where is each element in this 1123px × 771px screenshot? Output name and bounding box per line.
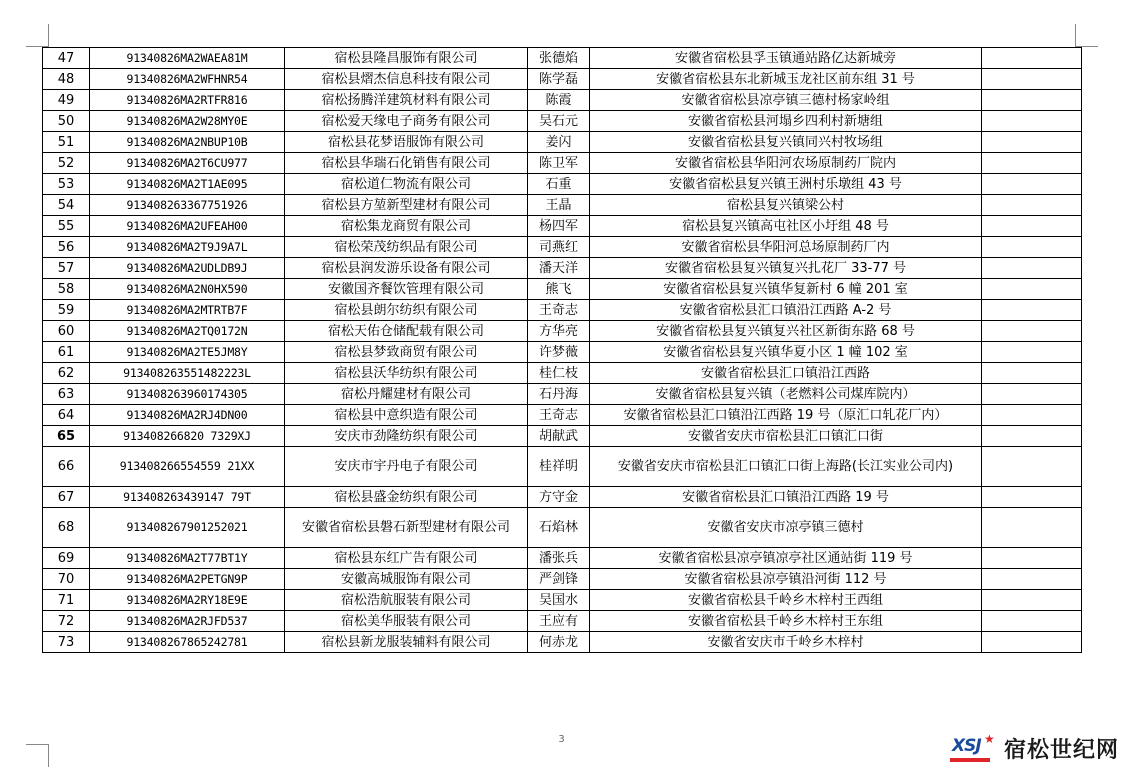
cell-credit-code: 91340826MA2PETGN9P — [90, 569, 285, 590]
site-watermark — [950, 730, 1120, 766]
cell-address: 安徽省宿松县东北新城玉龙社区前东组 31 号 — [590, 69, 982, 90]
cell-remark — [982, 90, 1082, 111]
table-row — [43, 590, 1082, 611]
cell-credit-code: 91340826MA2UFEAH00 — [90, 216, 285, 237]
table-row — [43, 300, 1082, 321]
cell-number: 50 — [43, 111, 90, 132]
cell-number: 51 — [43, 132, 90, 153]
cell-number: 72 — [43, 611, 90, 632]
cell-credit-code: 91340826MA2MTRTB7F — [90, 300, 285, 321]
cell-credit-code: 91340826MA2TQ0172N — [90, 321, 285, 342]
cell-remark — [982, 279, 1082, 300]
cell-remark — [982, 405, 1082, 426]
star-icon: ★ — [984, 732, 995, 746]
cell-credit-code: 913408263367751926 — [90, 195, 285, 216]
table-row — [43, 279, 1082, 300]
cell-remark — [982, 300, 1082, 321]
cell-number: 63 — [43, 384, 90, 405]
cell-legal-person: 熊飞 — [528, 279, 590, 300]
cell-address: 安徽省宿松县复兴镇复兴扎花厂 33-77 号 — [590, 258, 982, 279]
cell-company-name: 宿松县方堃新型建材有限公司 — [285, 195, 528, 216]
cell-credit-code: 91340826MA2RTFR816 — [90, 90, 285, 111]
cell-number: 47 — [43, 48, 90, 69]
cell-address: 安徽省宿松县孚玉镇通站路亿达新城旁 — [590, 48, 982, 69]
page-number: 3 — [558, 734, 565, 745]
cell-number: 73 — [43, 632, 90, 653]
cell-credit-code: 91340826MA2T1AE095 — [90, 174, 285, 195]
cell-legal-person: 陈卫军 — [528, 153, 590, 174]
cell-company-name: 安徽高城服饰有限公司 — [285, 569, 528, 590]
cell-legal-person: 石焰林 — [528, 508, 590, 548]
cell-company-name: 宿松荣茂纺织品有限公司 — [285, 237, 528, 258]
cell-credit-code: 913408266820 7329XJ — [90, 426, 285, 447]
cell-remark — [982, 111, 1082, 132]
watermark-logo-text: XSJ — [952, 736, 981, 756]
table-row — [43, 363, 1082, 384]
cell-credit-code: 913408267901252021 — [90, 508, 285, 548]
cell-credit-code: 913408263551482223L — [90, 363, 285, 384]
cell-remark — [982, 384, 1082, 405]
cell-number: 71 — [43, 590, 90, 611]
cell-company-name: 宿松美华服装有限公司 — [285, 611, 528, 632]
cell-legal-person: 许梦薇 — [528, 342, 590, 363]
cell-credit-code: 91340826MA2T77BT1Y — [90, 548, 285, 569]
table-row — [43, 508, 1082, 548]
cell-credit-code: 91340826MA2T9J9A7L — [90, 237, 285, 258]
table-row — [43, 153, 1082, 174]
cell-address: 宿松县复兴镇梁公村 — [590, 195, 982, 216]
cell-address: 安徽省宿松县凉亭镇凉亭社区通站街 119 号 — [590, 548, 982, 569]
cell-credit-code: 913408263960174305 — [90, 384, 285, 405]
cell-company-name: 宿松天佑仓储配载有限公司 — [285, 321, 528, 342]
cell-remark — [982, 321, 1082, 342]
company-register-table — [42, 47, 1082, 653]
cell-legal-person: 方华亮 — [528, 321, 590, 342]
cell-credit-code: 91340826MA2N0HX590 — [90, 279, 285, 300]
cell-remark — [982, 363, 1082, 384]
cell-address: 安徽省宿松县复兴镇王洲村乐墩组 43 号 — [590, 174, 982, 195]
table-row — [43, 405, 1082, 426]
cell-legal-person: 吴石元 — [528, 111, 590, 132]
cell-address: 安徽省宿松县千岭乡木梓村王西组 — [590, 590, 982, 611]
cell-credit-code: 913408267865242781 — [90, 632, 285, 653]
cell-number: 55 — [43, 216, 90, 237]
cell-company-name: 宿松县隆昌服饰有限公司 — [285, 48, 528, 69]
cell-number: 48 — [43, 69, 90, 90]
cell-company-name: 宿松县润发游乐设备有限公司 — [285, 258, 528, 279]
cell-credit-code: 91340826MA2RJFD537 — [90, 611, 285, 632]
table-row — [43, 342, 1082, 363]
cell-credit-code: 91340826MA2T6CU977 — [90, 153, 285, 174]
cell-legal-person: 吴国水 — [528, 590, 590, 611]
cell-number: 53 — [43, 174, 90, 195]
watermark-logo-bar — [950, 758, 990, 762]
table-row — [43, 487, 1082, 508]
cell-number: 57 — [43, 258, 90, 279]
cell-credit-code: 91340826MA2WAEA81M — [90, 48, 285, 69]
cell-credit-code: 91340826MA2W28MY0E — [90, 111, 285, 132]
cell-company-name: 宿松县熠杰信息科技有限公司 — [285, 69, 528, 90]
cell-legal-person: 何赤龙 — [528, 632, 590, 653]
table-row — [43, 237, 1082, 258]
cell-company-name: 宿松县沃华纺织有限公司 — [285, 363, 528, 384]
cell-legal-person: 桂仁枝 — [528, 363, 590, 384]
cell-company-name: 宿松县中意织造有限公司 — [285, 405, 528, 426]
cell-remark — [982, 569, 1082, 590]
cell-remark — [982, 342, 1082, 363]
cell-company-name: 安徽省宿松县磐石新型建材有限公司 — [285, 508, 528, 548]
cell-company-name: 安庆市劲隆纺织有限公司 — [285, 426, 528, 447]
table-row — [43, 569, 1082, 590]
cell-number: 58 — [43, 279, 90, 300]
table-row — [43, 384, 1082, 405]
table-row — [43, 321, 1082, 342]
cell-remark — [982, 216, 1082, 237]
cell-number: 62 — [43, 363, 90, 384]
watermark-logo — [950, 734, 996, 762]
cell-remark — [982, 426, 1082, 447]
cell-company-name: 宿松集龙商贸有限公司 — [285, 216, 528, 237]
table-row — [43, 132, 1082, 153]
cell-address: 安徽省宿松县华阳河总场原制药厂内 — [590, 237, 982, 258]
cell-remark — [982, 195, 1082, 216]
cell-company-name: 宿松扬腾洋建筑材料有限公司 — [285, 90, 528, 111]
table-row — [43, 90, 1082, 111]
table-row — [43, 216, 1082, 237]
watermark-text: 宿松世纪网 — [1004, 738, 1120, 763]
cell-credit-code: 91340826MA2RY18E9E — [90, 590, 285, 611]
table-body — [43, 48, 1082, 653]
cell-address: 安徽省宿松县复兴镇华夏小区 1 幢 102 室 — [590, 342, 982, 363]
cell-address: 安徽省宿松县复兴镇同兴村牧场组 — [590, 132, 982, 153]
table-row — [43, 632, 1082, 653]
cell-company-name: 宿松县东红广告有限公司 — [285, 548, 528, 569]
cell-remark — [982, 487, 1082, 508]
cell-legal-person: 严剑锋 — [528, 569, 590, 590]
table-row — [43, 548, 1082, 569]
cell-remark — [982, 590, 1082, 611]
cell-company-name: 宿松道仁物流有限公司 — [285, 174, 528, 195]
table-row — [43, 111, 1082, 132]
cell-address: 安徽省安庆市千岭乡木梓村 — [590, 632, 982, 653]
cell-legal-person: 石重 — [528, 174, 590, 195]
cell-company-name: 宿松县梦致商贸有限公司 — [285, 342, 528, 363]
cell-company-name: 安庆市宇丹电子有限公司 — [285, 447, 528, 487]
cell-address: 安徽省宿松县华阳河农场原制药厂院内 — [590, 153, 982, 174]
cell-number: 68 — [43, 508, 90, 548]
table-row — [43, 447, 1082, 487]
cell-remark — [982, 174, 1082, 195]
cell-number: 64 — [43, 405, 90, 426]
cell-company-name: 宿松爱天缘电子商务有限公司 — [285, 111, 528, 132]
cell-address: 安徽省宿松县复兴镇华复新村 6 幢 201 室 — [590, 279, 982, 300]
cell-address: 安徽省宿松县汇口镇沿江西路 A-2 号 — [590, 300, 982, 321]
cell-address: 安徽省宿松县复兴镇复兴社区新街东路 68 号 — [590, 321, 982, 342]
cell-number: 56 — [43, 237, 90, 258]
cell-number: 52 — [43, 153, 90, 174]
table-row — [43, 48, 1082, 69]
cell-remark — [982, 611, 1082, 632]
cell-address: 安徽省宿松县汇口镇沿江西路 — [590, 363, 982, 384]
cell-number: 60 — [43, 321, 90, 342]
cell-credit-code: 91340826MA2NBUP10B — [90, 132, 285, 153]
cell-address: 安徽省宿松县凉亭镇三德村杨家岭组 — [590, 90, 982, 111]
cell-credit-code: 91340826MA2RJ4DN00 — [90, 405, 285, 426]
cell-number: 69 — [43, 548, 90, 569]
cell-address: 安徽省安庆市宿松县汇口镇汇口街上海路(长江实业公司内) — [590, 447, 982, 487]
cell-legal-person: 王奇志 — [528, 300, 590, 321]
cell-credit-code: 913408263439147 79T — [90, 487, 285, 508]
cell-remark — [982, 548, 1082, 569]
cell-remark — [982, 258, 1082, 279]
cell-legal-person: 潘天洋 — [528, 258, 590, 279]
cell-remark — [982, 69, 1082, 90]
cell-number: 67 — [43, 487, 90, 508]
cell-company-name: 宿松县盛金纺织有限公司 — [285, 487, 528, 508]
table-row — [43, 195, 1082, 216]
cell-legal-person: 方守金 — [528, 487, 590, 508]
cell-company-name: 安徽国齐餐饮管理有限公司 — [285, 279, 528, 300]
crop-mark-top-left — [26, 24, 49, 47]
cell-number: 66 — [43, 447, 90, 487]
cell-legal-person: 姜闪 — [528, 132, 590, 153]
cell-address: 安徽省宿松县千岭乡木梓村王东组 — [590, 611, 982, 632]
cell-credit-code: 913408266554559 21XX — [90, 447, 285, 487]
cell-address: 安徽省安庆市凉亭镇三德村 — [590, 508, 982, 548]
crop-mark-top-right — [1075, 24, 1098, 47]
cell-legal-person: 王应有 — [528, 611, 590, 632]
cell-address: 安徽省宿松县河塌乡四利村新塘组 — [590, 111, 982, 132]
cell-company-name: 宿松浩航服装有限公司 — [285, 590, 528, 611]
cell-remark — [982, 632, 1082, 653]
cell-legal-person: 桂祥明 — [528, 447, 590, 487]
cell-legal-person: 王晶 — [528, 195, 590, 216]
cell-legal-person: 杨四军 — [528, 216, 590, 237]
cell-company-name: 宿松县华瑞石化销售有限公司 — [285, 153, 528, 174]
cell-number: 65 — [43, 426, 90, 447]
cell-credit-code: 91340826MA2TE5JM8Y — [90, 342, 285, 363]
cell-company-name: 宿松县花梦语服饰有限公司 — [285, 132, 528, 153]
cell-remark — [982, 48, 1082, 69]
cell-number: 49 — [43, 90, 90, 111]
cell-remark — [982, 153, 1082, 174]
cell-company-name: 宿松县朗尔纺织有限公司 — [285, 300, 528, 321]
cell-remark — [982, 508, 1082, 548]
cell-address: 宿松县复兴镇高屯社区小圩组 48 号 — [590, 216, 982, 237]
cell-number: 59 — [43, 300, 90, 321]
cell-company-name: 宿松丹耀建材有限公司 — [285, 384, 528, 405]
cell-credit-code: 91340826MA2UDLDB9J — [90, 258, 285, 279]
cell-legal-person: 胡献武 — [528, 426, 590, 447]
cell-legal-person: 王奇志 — [528, 405, 590, 426]
cell-number: 70 — [43, 569, 90, 590]
cell-credit-code: 91340826MA2WFHNR54 — [90, 69, 285, 90]
cell-address: 安徽省宿松县汇口镇沿江西路 19 号 — [590, 487, 982, 508]
cell-legal-person: 石丹海 — [528, 384, 590, 405]
cell-remark — [982, 132, 1082, 153]
table-row — [43, 426, 1082, 447]
cell-company-name: 宿松县新龙服装辅料有限公司 — [285, 632, 528, 653]
table-row — [43, 69, 1082, 90]
cell-address: 安徽省宿松县凉亭镇沿河街 112 号 — [590, 569, 982, 590]
cell-number: 54 — [43, 195, 90, 216]
cell-address: 安徽省安庆市宿松县汇口镇汇口街 — [590, 426, 982, 447]
table-row — [43, 611, 1082, 632]
cell-legal-person: 陈学磊 — [528, 69, 590, 90]
cell-remark — [982, 447, 1082, 487]
cell-legal-person: 司燕红 — [528, 237, 590, 258]
cell-address: 安徽省宿松县复兴镇（老燃料公司煤库院内） — [590, 384, 982, 405]
cell-legal-person: 陈霞 — [528, 90, 590, 111]
crop-mark-bottom-left — [26, 744, 49, 767]
cell-legal-person: 潘张兵 — [528, 548, 590, 569]
cell-legal-person: 张德焰 — [528, 48, 590, 69]
cell-address: 安徽省宿松县汇口镇沿江西路 19 号（原汇口轧花厂内） — [590, 405, 982, 426]
cell-remark — [982, 237, 1082, 258]
cell-number: 61 — [43, 342, 90, 363]
table-row — [43, 258, 1082, 279]
table-row — [43, 174, 1082, 195]
